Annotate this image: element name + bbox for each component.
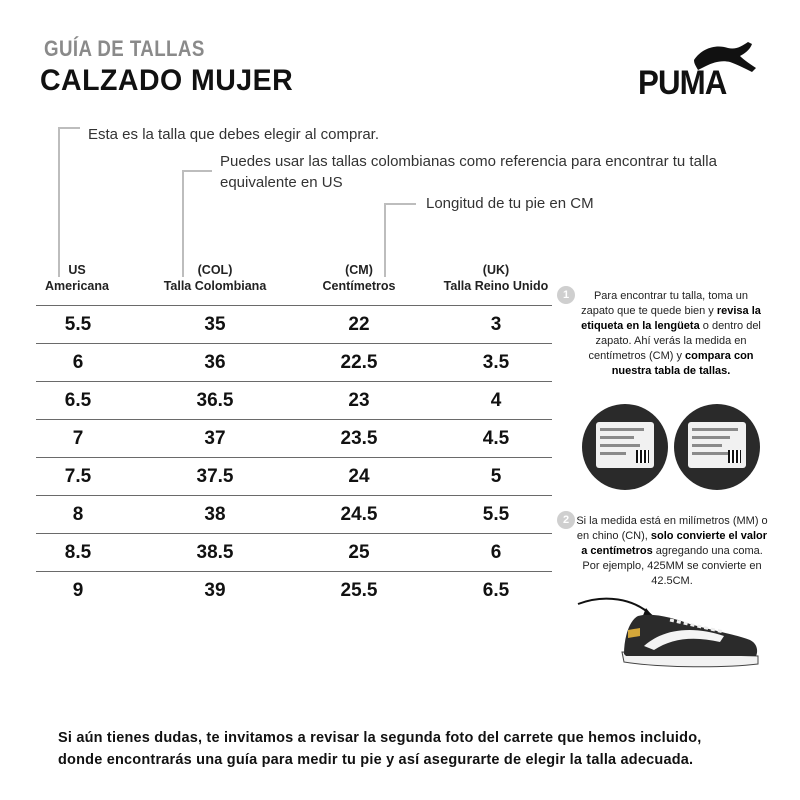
cell-cm: 22 [348, 314, 370, 335]
cell-col: 37.5 [196, 466, 234, 487]
column-name: Talla Colombiana [163, 279, 267, 293]
label-line [692, 452, 728, 455]
table-row [36, 344, 552, 382]
col-annotation-vline [182, 170, 184, 277]
footer-line-1: Si aún tienes dudas, te invitamos a revisar la segunda foto del carrete que hemos incluido, [58, 730, 702, 746]
shoe-label-photo [674, 404, 760, 490]
cell-cm: 24 [348, 466, 370, 487]
cell-us: 8.5 [64, 542, 92, 563]
cm-note: Longitud de tu pie en CM [426, 195, 594, 212]
footer-note [58, 727, 748, 771]
cell-col: 35 [204, 314, 226, 335]
us-annotation-vline [58, 127, 60, 277]
column-code: (UK) [482, 263, 510, 277]
cell-cm: 23 [348, 390, 370, 411]
tip-2-part-c: agregando una coma. Por ejemplo, 425MM se convierte en 42.5CM. [582, 545, 763, 587]
column-header-col [145, 262, 285, 294]
puma-logo [632, 38, 762, 106]
cell-cm: 25 [348, 542, 370, 563]
cm-annotation-hline [384, 203, 416, 205]
cell-uk: 6.5 [482, 580, 510, 601]
column-name: Talla Reino Unido [443, 279, 549, 293]
pointer-arrow [578, 599, 652, 616]
label-line [692, 436, 730, 439]
cell-uk: 4 [490, 390, 502, 411]
cell-us: 8 [72, 504, 84, 525]
table-row [36, 496, 552, 534]
qr-code-icon [636, 450, 649, 463]
cell-col: 36 [204, 352, 226, 373]
cell-col: 36.5 [196, 390, 234, 411]
cell-col: 38.5 [196, 542, 234, 563]
cell-cm: 22.5 [340, 352, 378, 373]
label-line [692, 428, 738, 431]
tip-1-part-a: Para encontrar tu talla, toma un zapato que te quede bien y [581, 290, 749, 317]
cell-us: 7 [72, 428, 84, 449]
label-line [692, 444, 722, 447]
step-1-badge: 1 [557, 286, 575, 304]
table-row [36, 534, 552, 572]
cell-uk: 5.5 [482, 504, 510, 525]
column-name: Centímetros [322, 279, 396, 293]
table-row [36, 458, 552, 496]
cell-us: 6 [72, 352, 84, 373]
sneaker-illustration [574, 590, 774, 680]
cell-cm: 24.5 [340, 504, 378, 525]
guide-subtitle: GUÍA DE TALLAS [44, 36, 205, 61]
tip-2-text [574, 514, 770, 589]
col-note: Puedes usar las tallas colombianas como referencia para encontrar tu talla equivalente en US [220, 153, 717, 191]
cell-uk: 6 [490, 542, 502, 563]
label-line [600, 452, 626, 455]
col-annotation-hline [182, 170, 212, 172]
label-line [600, 428, 644, 431]
shoe-label-photo [582, 404, 668, 490]
column-name: Americana [45, 279, 109, 293]
step-2-badge: 2 [557, 511, 575, 529]
table-row [36, 382, 552, 420]
column-header-uk [426, 262, 566, 294]
column-code: US [68, 263, 86, 277]
tip-1-text [578, 289, 764, 379]
column-header-cm [289, 262, 429, 294]
tip-1-part-b: revisa la etiqueta en la lengüeta [581, 305, 761, 332]
us-note: Esta es la talla que debes elegir al comprar. [88, 126, 379, 143]
cell-uk: 3 [490, 314, 502, 335]
tip-2-part-b: solo convierte el valor a centímetros [581, 530, 768, 557]
column-header-us [7, 262, 147, 294]
tip-2-part-a: Si la medida está en milímetros (MM) o en chino (CN), [576, 515, 768, 542]
cell-col: 38 [204, 504, 226, 525]
page-title: CALZADO MUJER [40, 64, 294, 97]
cell-us: 5.5 [64, 314, 92, 335]
cell-uk: 5 [490, 466, 502, 487]
label-line [600, 444, 640, 447]
tip-1-part-c: o dentro del zapato. Ahí verás la medida en centímetros (CM) y [588, 320, 761, 362]
table-row [36, 420, 552, 458]
cell-us: 7.5 [64, 466, 92, 487]
cell-uk: 4.5 [482, 428, 510, 449]
footer-line-2: donde encontrarás una guía para medir tu pie y así asegurarte de elegir la talla adecuada. [58, 752, 694, 768]
cell-cm: 25.5 [340, 580, 378, 601]
brand-wordmark: PUMA [638, 64, 727, 102]
label-line [600, 436, 634, 439]
qr-code-icon [728, 450, 741, 463]
cell-us: 6.5 [64, 390, 92, 411]
table-row [36, 306, 552, 344]
cell-us: 9 [72, 580, 84, 601]
cell-cm: 23.5 [340, 428, 378, 449]
us-annotation-hline [58, 127, 80, 129]
table-row [36, 572, 552, 610]
cell-uk: 3.5 [482, 352, 510, 373]
size-label-sticker [596, 422, 654, 468]
cell-col: 37 [204, 428, 226, 449]
column-code: (CM) [345, 263, 373, 277]
tip-1-part-d: compara con nuestra tabla de tallas. [611, 350, 754, 377]
size-label-sticker [688, 422, 746, 468]
cell-col: 39 [204, 580, 226, 601]
column-code: (COL) [197, 263, 233, 277]
